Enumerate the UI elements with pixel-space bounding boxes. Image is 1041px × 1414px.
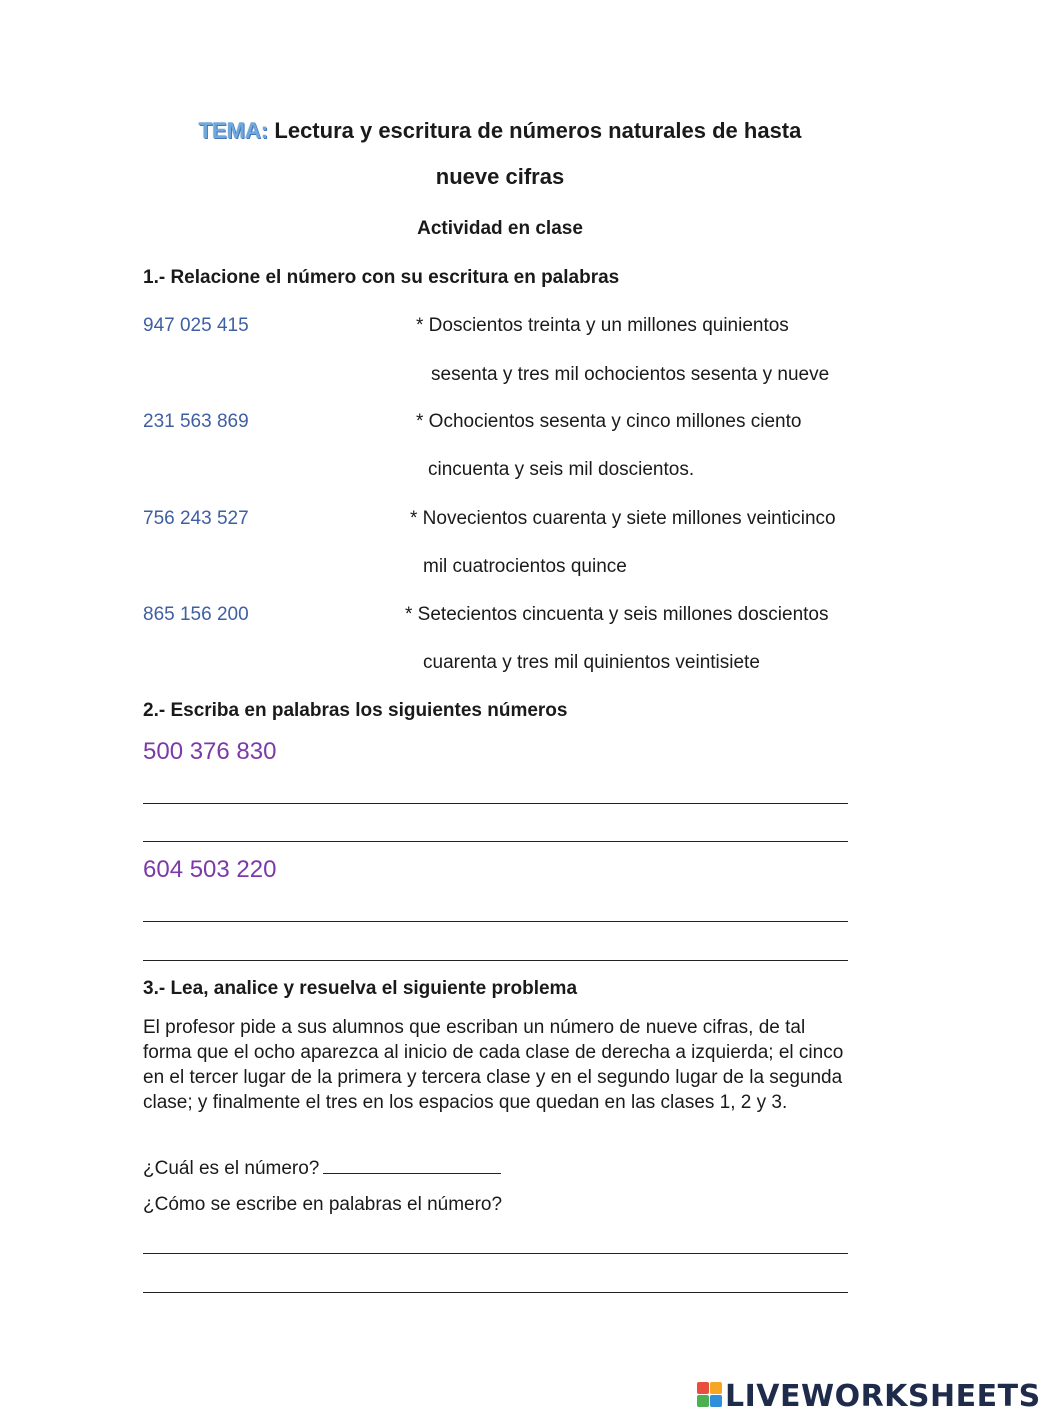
- activity-subtitle: Actividad en clase: [417, 218, 583, 239]
- answer-line[interactable]: [143, 803, 848, 804]
- match-description-4-line-1: * Setecientos cincuenta y seis millones doscientos: [405, 604, 829, 625]
- match-description-2-line-1: * Ochocientos sesenta y cinco millones ciento: [416, 411, 802, 432]
- match-description-2-line-2: cincuenta y seis mil doscientos.: [428, 459, 695, 480]
- match-number-2: 231 563 869: [143, 411, 249, 432]
- answer-line[interactable]: [143, 960, 848, 961]
- section-2-heading: 2.- Escriba en palabras los siguientes números: [143, 700, 568, 721]
- answer-line[interactable]: [143, 921, 848, 922]
- match-description-3-line-2: mil cuatrocientos quince: [423, 556, 627, 577]
- liveworksheets-logo-icon: [697, 1382, 723, 1408]
- match-description-1-line-1: * Doscientos treinta y un millones quinientos: [416, 315, 789, 336]
- title-line-1: Lectura y escritura de números naturales de hasta: [274, 118, 802, 143]
- match-number-3: 756 243 527: [143, 508, 249, 529]
- match-number-4: 865 156 200: [143, 604, 249, 625]
- write-number-1: 500 376 830: [143, 738, 277, 765]
- section-3-heading: 3.- Lea, analice y resuelva el siguiente problema: [143, 978, 578, 999]
- title-line-2: nueve cifras: [435, 164, 565, 189]
- question-number: [143, 1155, 501, 1180]
- question-number-label: ¿Cuál es el número?: [143, 1158, 320, 1179]
- match-description-1-line-2: sesenta y tres mil ochocientos sesenta y nueve: [431, 364, 830, 385]
- tema-label: TEMA:: [198, 118, 269, 143]
- match-description-3-line-1: * Novecientos cuarenta y siete millones veinticinco: [410, 508, 836, 529]
- problem-text: El profesor pide a sus alumnos que escriban un número de nueve cifras, de tal forma que el ocho aparezca al inicio de cada clase de derecha a izquierda; el cinco en el tercer lugar de la primera y tercera clase y en el segundo lugar de la segunda clase; y finalmente el tres en los espacios que quedan en las clases 1, 2 y 3.: [143, 1017, 844, 1113]
- number-answer-blank[interactable]: [323, 1155, 501, 1174]
- answer-line[interactable]: [143, 1253, 848, 1254]
- answer-line[interactable]: [143, 841, 848, 842]
- question-words: ¿Cómo se escribe en palabras el número?: [143, 1194, 503, 1215]
- logo-text: LIVEWORKSHEETS: [725, 1379, 1041, 1414]
- section-1-heading: 1.- Relacione el número con su escritura en palabras: [143, 267, 620, 288]
- match-number-1: 947 025 415: [143, 315, 249, 336]
- page-title: [0, 118, 1000, 144]
- answer-line[interactable]: [143, 1292, 848, 1293]
- write-number-2: 604 503 220: [143, 856, 277, 883]
- match-description-4-line-2: cuarenta y tres mil quinientos veintisiete: [423, 652, 760, 673]
